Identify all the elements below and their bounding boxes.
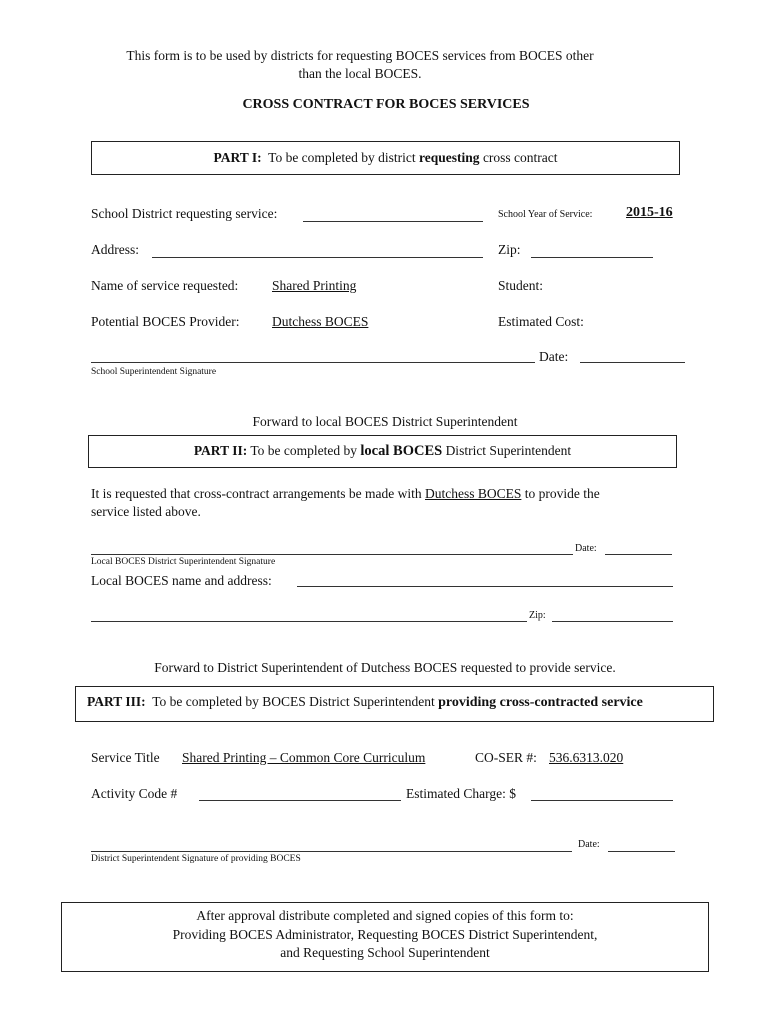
- part3-header-box: [75, 686, 714, 722]
- request-line-2: service listed above.: [91, 504, 201, 519]
- part2-date-line[interactable]: [605, 554, 672, 555]
- student-label: Student:: [498, 278, 544, 293]
- part1-header-text: [92, 150, 679, 166]
- forward-to-dutchess: Forward to District Superintendent of Dutchess BOCES requested to provide service.: [154, 660, 616, 675]
- footer-line-3: and Requesting School Superintendent: [280, 945, 490, 960]
- district-input-line[interactable]: [303, 221, 483, 222]
- activity-code-label: Activity Code #: [91, 786, 178, 801]
- provider-label: Potential BOCES Provider:: [91, 314, 240, 329]
- request-text-b: to provide the: [524, 486, 600, 501]
- part3-date-line[interactable]: [608, 851, 675, 852]
- part3-text-bold: providing cross-contracted service: [438, 695, 643, 710]
- zip-label: Zip:: [498, 242, 521, 257]
- part2-text-bold: local BOCES: [360, 443, 443, 459]
- part3-text-a: To be completed by BOCES District Superintendent: [152, 694, 435, 709]
- part2-text-a: To be completed by: [250, 443, 358, 458]
- part1-signature-label: School Superintendent Signature: [91, 367, 217, 377]
- forward-to-local: Forward to local BOCES District Superintendent: [252, 414, 518, 429]
- footer-line-1: After approval distribute completed and signed copies of this form to:: [196, 908, 574, 923]
- superintendent-signature-line[interactable]: [91, 362, 535, 363]
- part3-heading: PART III:: [87, 694, 146, 709]
- local-signature-line[interactable]: [91, 554, 573, 555]
- request-text-a: It is requested that cross-contract arrangements be made with: [91, 486, 422, 501]
- service-value: Shared Printing: [272, 278, 357, 293]
- part2-header-box: [88, 435, 677, 468]
- address-input-line[interactable]: [152, 257, 483, 258]
- part2-heading: PART II:: [193, 443, 248, 458]
- part1-text-a: To be completed by district: [268, 150, 416, 165]
- part3-header-text: [87, 694, 643, 711]
- footer-box: [61, 902, 709, 972]
- coser-label: CO-SER #:: [475, 750, 537, 765]
- part3-signature-label: District Superintendent Signature of providing BOCES: [91, 854, 301, 864]
- activity-code-line[interactable]: [199, 800, 401, 801]
- provider-value: Dutchess BOCES: [272, 314, 369, 329]
- intro-line-2: than the local BOCES.: [298, 66, 422, 81]
- part2-zip-label: Zip:: [529, 610, 546, 621]
- intro-line-1: This form is to be used by districts for requesting BOCES services from BOCES other: [126, 48, 594, 63]
- part1-date-line[interactable]: [580, 362, 685, 363]
- part1-heading: PART I:: [213, 150, 262, 165]
- address-label: Address:: [91, 242, 139, 257]
- part1-header-box: [91, 141, 680, 175]
- name-address-line[interactable]: [297, 586, 673, 587]
- footer-line-2: Providing BOCES Administrator, Requesting BOCES District Superintendent,: [172, 927, 598, 942]
- year-value: 2015-16: [626, 205, 673, 220]
- form-title: CROSS CONTRACT FOR BOCES SERVICES: [242, 97, 530, 112]
- part1-text-b: cross contract: [482, 150, 558, 165]
- charge-label: Estimated Charge: $: [406, 786, 516, 801]
- part1-date-label: Date:: [539, 349, 569, 364]
- year-label: School Year of Service:: [498, 209, 593, 220]
- part2-signature-label: Local BOCES District Superintendent Signature: [91, 557, 276, 567]
- service-title-value: Shared Printing – Common Core Curriculum: [182, 750, 426, 765]
- name-address-label: Local BOCES name and address:: [91, 573, 272, 588]
- address-line-2[interactable]: [91, 621, 527, 622]
- request-boces: Dutchess BOCES: [425, 486, 522, 501]
- part2-text-b: District Superintendent: [445, 443, 572, 458]
- district-label: School District requesting service:: [91, 206, 278, 221]
- cost-label: Estimated Cost:: [498, 314, 584, 329]
- request-line-1: [91, 486, 600, 502]
- part2-date-label: Date:: [575, 543, 597, 554]
- part2-header-text: [89, 443, 676, 460]
- coser-value: 536.6313.020: [549, 750, 624, 765]
- part3-date-label: Date:: [578, 839, 600, 850]
- providing-signature-line[interactable]: [91, 851, 572, 852]
- zip-input-line[interactable]: [531, 257, 653, 258]
- service-label: Name of service requested:: [91, 278, 239, 293]
- service-title-label: Service Title: [91, 750, 160, 765]
- part2-zip-line[interactable]: [552, 621, 673, 622]
- part1-text-bold: requesting: [419, 150, 480, 165]
- charge-line[interactable]: [531, 800, 673, 801]
